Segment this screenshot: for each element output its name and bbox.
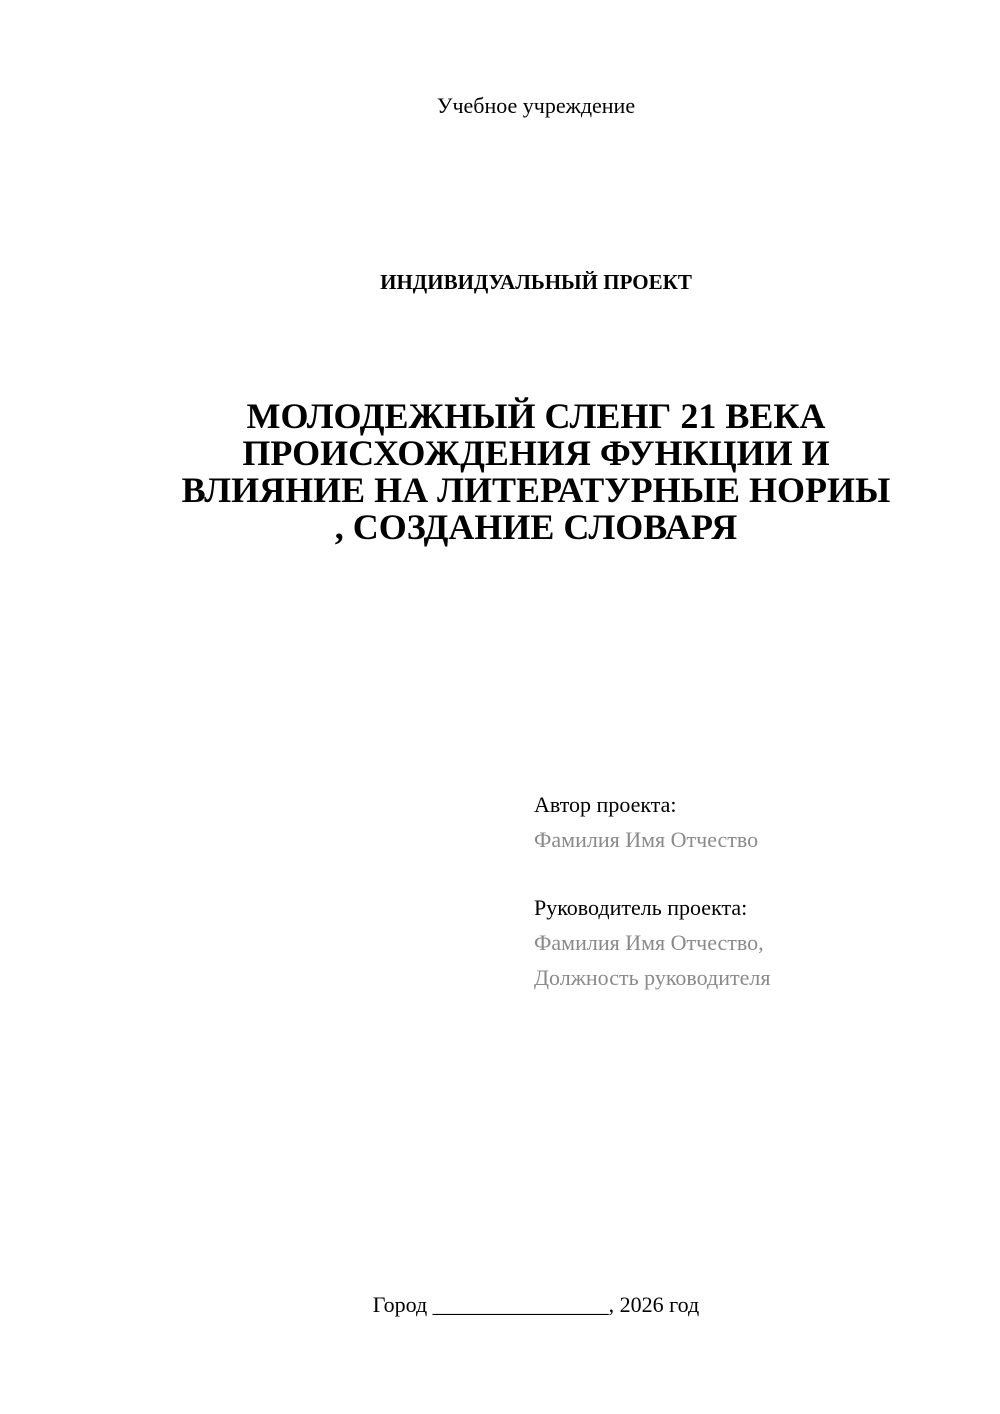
city-blank: ________________: [432, 1292, 609, 1317]
project-title-line: ВЛИЯНИЕ НА ЛИТЕРАТУРНЫЕ НОРИЫ: [181, 470, 891, 510]
city-year-line: [0, 1290, 1000, 1320]
author-name: Фамилия Имя Отчество: [534, 827, 759, 852]
supervisor-name: Фамилия Имя Отчество,: [534, 930, 764, 955]
project-title-line: , СОЗДАНИЕ СЛОВАРЯ: [334, 507, 738, 547]
supervisor-label: Руководитель проекта:: [534, 895, 748, 920]
project-title: [100, 398, 972, 546]
signature-spacer: [534, 857, 974, 890]
supervisor-position: Должность руководителя: [534, 965, 771, 990]
year-text: , 2026 год: [608, 1292, 700, 1317]
city-label: Город: [372, 1292, 428, 1317]
author-label: Автор проекта:: [534, 792, 677, 817]
project-title-line: ПРОИСХОЖДЕНИЯ ФУНКЦИИ И: [242, 433, 830, 473]
signature-block: [534, 787, 974, 995]
project-title-line: МОЛОДЕЖНЫЙ СЛЕНГ 21 ВЕКА: [246, 396, 826, 436]
project-type-heading: ИНДИВИДУАЛЬНЫЙ ПРОЕКТ: [380, 270, 692, 294]
institution-name: Учебное учреждение: [436, 93, 636, 118]
